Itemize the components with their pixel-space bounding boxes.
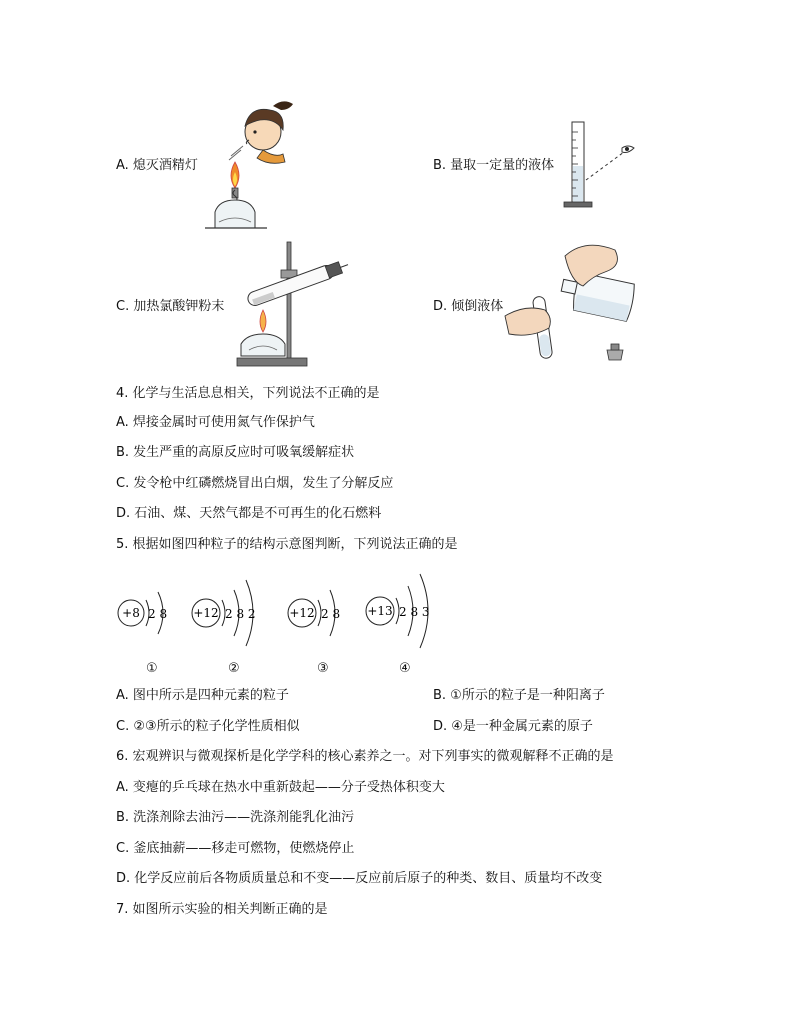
atom-diagram-2 (192, 580, 256, 646)
q6-option-c: C. 釜底抽薪——移走可燃物，使燃烧停止 (116, 841, 355, 856)
particle-structure-diagrams (110, 566, 450, 660)
q3-option-d: D. 倾倒液体 (433, 299, 504, 314)
atom-3-nucleus: +12 (289, 606, 315, 620)
pouring-liquid-illustration (505, 236, 647, 364)
q5-option-a: A. 图中所示是四种元素的粒子 (116, 688, 289, 703)
atom-4-nucleus: +13 (367, 604, 393, 618)
q5-option-b: B. ①所示的粒子是一种阳离子 (433, 688, 605, 703)
atom-1-label: ① (146, 661, 158, 676)
atom-diagram-3 (288, 590, 340, 636)
atom-1-nucleus: +8 (122, 606, 140, 620)
atom-diagram-4 (366, 574, 430, 648)
q5-option-c: C. ②③所示的粒子化学性质相似 (116, 719, 300, 734)
q4-option-d: D. 石油、煤、天然气都是不可再生的化石燃料 (116, 506, 382, 521)
q4-stem: 4. 化学与生活息息相关，下列说法不正确的是 (116, 386, 380, 401)
graduated-cylinder-illustration (556, 118, 640, 210)
q6-option-a: A. 变瘪的乒乓球在热水中重新鼓起——分子受热体积变大 (116, 780, 445, 795)
atom-1-shells: 2 8 (148, 607, 168, 621)
q6-option-b: B. 洗涤剂除去油污——洗涤剂能乳化油污 (116, 810, 355, 825)
q7-stem: 7. 如图所示实验的相关判断正确的是 (116, 902, 328, 917)
atom-2-shells: 2 8 2 (225, 607, 256, 621)
heating-setup-illustration (227, 240, 353, 370)
q6-option-d: D. 化学反应前后各物质质量总和不变——反应前后原子的种类、数目、质量均不改变 (116, 871, 603, 886)
atom-2-label: ② (228, 661, 240, 676)
q5-stem: 5. 根据如图四种粒子的结构示意图判断，下列说法正确的是 (116, 537, 458, 552)
q6-stem: 6. 宏观辨识与微观探析是化学学科的核心素养之一。对下列事实的微观解释不正确的是 (116, 749, 614, 764)
q3-option-a: A. 熄灭酒精灯 (116, 158, 198, 173)
q4-option-b: B. 发生严重的高原反应时可吸氧缓解症状 (116, 445, 355, 460)
q4-option-a: A. 焊接金属时可使用氮气作保护气 (116, 415, 315, 430)
extinguish-lamp-illustration (205, 96, 315, 230)
atom-3-shells: 2 8 (321, 607, 341, 621)
atom-3-label: ③ (317, 661, 329, 676)
atom-diagram-1 (118, 592, 167, 634)
atom-4-label: ④ (399, 661, 411, 676)
atom-4-shells: 2 8 3 (399, 605, 430, 619)
q3-option-b: B. 量取一定量的液体 (433, 158, 555, 173)
atom-2-nucleus: +12 (193, 606, 219, 620)
q4-option-c: C. 发令枪中红磷燃烧冒出白烟，发生了分解反应 (116, 476, 394, 491)
q5-option-d: D. ④是一种金属元素的原子 (433, 719, 593, 734)
q3-option-c: C. 加热氯酸钾粉末 (116, 299, 225, 314)
